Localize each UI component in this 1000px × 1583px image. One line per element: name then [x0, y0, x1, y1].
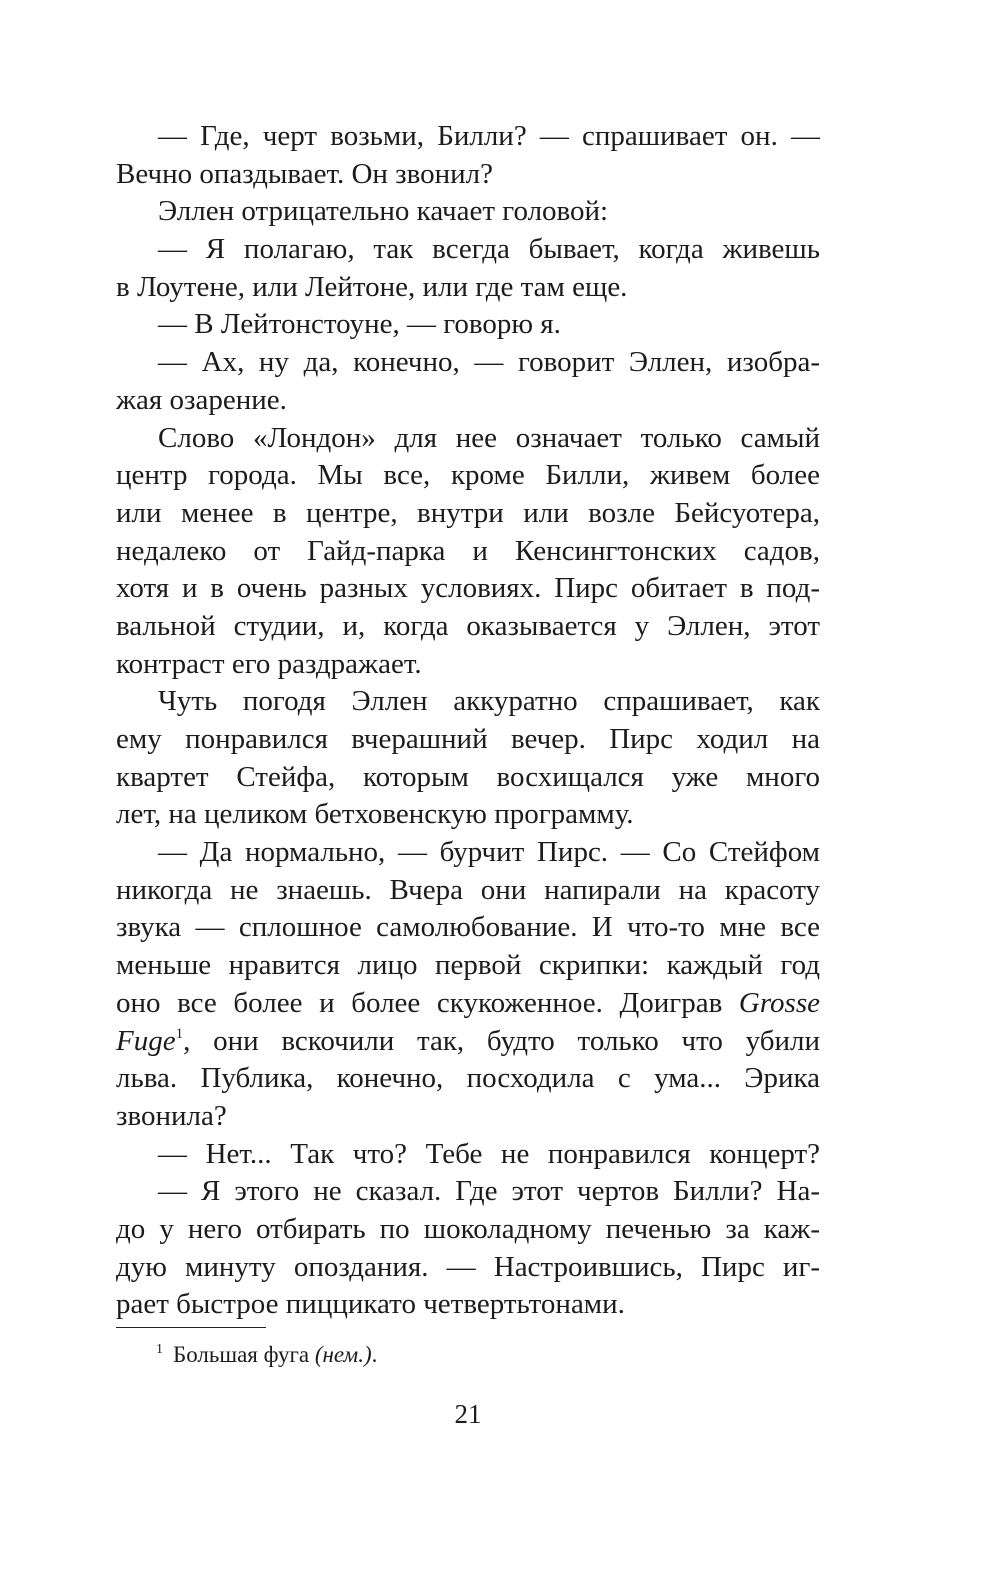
line-text: жая озарение.: [116, 383, 287, 416]
text-line: [116, 533, 820, 571]
line-text: до у него отбирать по шоколадному печенью за каж-: [116, 1212, 820, 1245]
page-number: 21: [454, 1399, 482, 1429]
text-line: [116, 909, 820, 947]
footnote: [156, 1340, 377, 1374]
text-line: [116, 1060, 820, 1098]
line-text: вальной студии, и, когда оказывается у Эллен, этот: [116, 609, 820, 642]
text-line: [116, 306, 820, 344]
line-text: Слово «Лондон» для нее означает только самый: [158, 421, 820, 454]
line-text: квартет Стейфа, которым восхищался уже много: [116, 760, 820, 793]
line-text: Чуть погодя Эллен аккуратно спрашивает, как: [158, 685, 820, 718]
text-line: [116, 1286, 820, 1324]
line-text: — Я этого не сказал. Где этот чертов Билли? На-: [158, 1175, 820, 1208]
text-line: [116, 382, 820, 420]
line-text: — В Лейтонстоуне, — говорю я.: [158, 308, 561, 341]
text-line: [116, 231, 820, 269]
text-line: [116, 1211, 820, 1249]
footnote-language-note: (нем.): [314, 1342, 372, 1367]
line-text: центр города. Мы все, кроме Билли, живем более: [116, 459, 820, 492]
text-line: [116, 834, 820, 872]
body-text: [116, 118, 820, 1324]
line-text: звука — сплошное самолюбование. И что-то мне все: [116, 911, 820, 944]
text-line: [116, 646, 820, 684]
text-line: [116, 683, 820, 721]
line-text: недалеко от Гайд-парка и Кенсингтонских садов,: [116, 534, 820, 567]
line-text: дую минуту опоздания. — Настроившись, Пирс иг-: [116, 1250, 820, 1283]
line-text: льва. Публика, конечно, посходила с ума... Эрика: [116, 1062, 820, 1095]
footnote-text: Большая фуга: [173, 1342, 310, 1367]
text-line: [116, 1136, 820, 1174]
text-line: [116, 796, 820, 834]
text-line: [116, 193, 820, 231]
text-line: [116, 947, 820, 985]
line-text: или менее в центре, внутри или возле Бейсуотера,: [116, 496, 820, 529]
text-line: [116, 269, 820, 307]
line-text: Эллен отрицательно качает головой:: [158, 195, 609, 228]
text-line: [116, 495, 820, 533]
text-line: [116, 118, 820, 156]
line-text: — Да нормально, — бурчит Пирс. — Со Стейфом: [158, 836, 820, 869]
text-line: [116, 759, 820, 797]
text-line: [116, 985, 820, 1023]
line-text: — Нет... Так что? Тебе не понравился концерт?: [158, 1137, 820, 1170]
line-text: оно все более и более скукоженное. Доиграв: [116, 986, 723, 1019]
text-line: [116, 570, 820, 608]
italic-title: Grosse: [738, 986, 820, 1019]
line-text: лет, на целиком бетховенскую программу.: [116, 798, 634, 831]
text-line: [116, 1098, 820, 1136]
text-line: [116, 344, 820, 382]
text-line: [116, 721, 820, 759]
text-line: [116, 420, 820, 458]
text-line: [116, 1173, 820, 1211]
italic-title: Fuge: [116, 1024, 176, 1057]
footnote-trailing: .: [371, 1342, 378, 1367]
text-line: [116, 457, 820, 495]
text-line: [116, 1023, 820, 1061]
text-line: [116, 156, 820, 194]
line-text: — Я полагаю, так всегда бывает, когда живешь: [158, 233, 820, 266]
footnote-divider: [116, 1327, 266, 1328]
line-text: звонила?: [116, 1099, 227, 1132]
line-text: рает быстрое пиццикато четвертьтонами.: [116, 1288, 625, 1321]
line-text: — Где, черт возьми, Билли? — спрашивает он. —: [158, 120, 820, 152]
line-text: , они вскочили так, будто только что убили: [183, 1024, 820, 1057]
footnote-reference: 1: [175, 1025, 184, 1042]
footnote-number: 1: [156, 1342, 163, 1357]
line-text: — Ах, ну да, конечно, — говорит Эллен, изобра-: [158, 346, 820, 379]
line-text: никогда не знаешь. Вчера они напирали на красоту: [116, 873, 820, 906]
line-text: меньше нравится лицо первой скрипки: каждый год: [116, 949, 820, 982]
line-text: ему понравился вчерашний вечер. Пирс ходил на: [116, 723, 820, 755]
line-text: Вечно опаздывает. Он звонил?: [116, 157, 493, 190]
line-text: контраст его раздражает.: [116, 647, 422, 680]
line-text: в Лоутене, или Лейтоне, или где там еще.: [116, 270, 628, 303]
line-text: хотя и в очень разных условиях. Пирс обитает в под-: [116, 572, 820, 605]
text-line: [116, 872, 820, 910]
text-line: [116, 1249, 820, 1287]
text-line: [116, 608, 820, 646]
